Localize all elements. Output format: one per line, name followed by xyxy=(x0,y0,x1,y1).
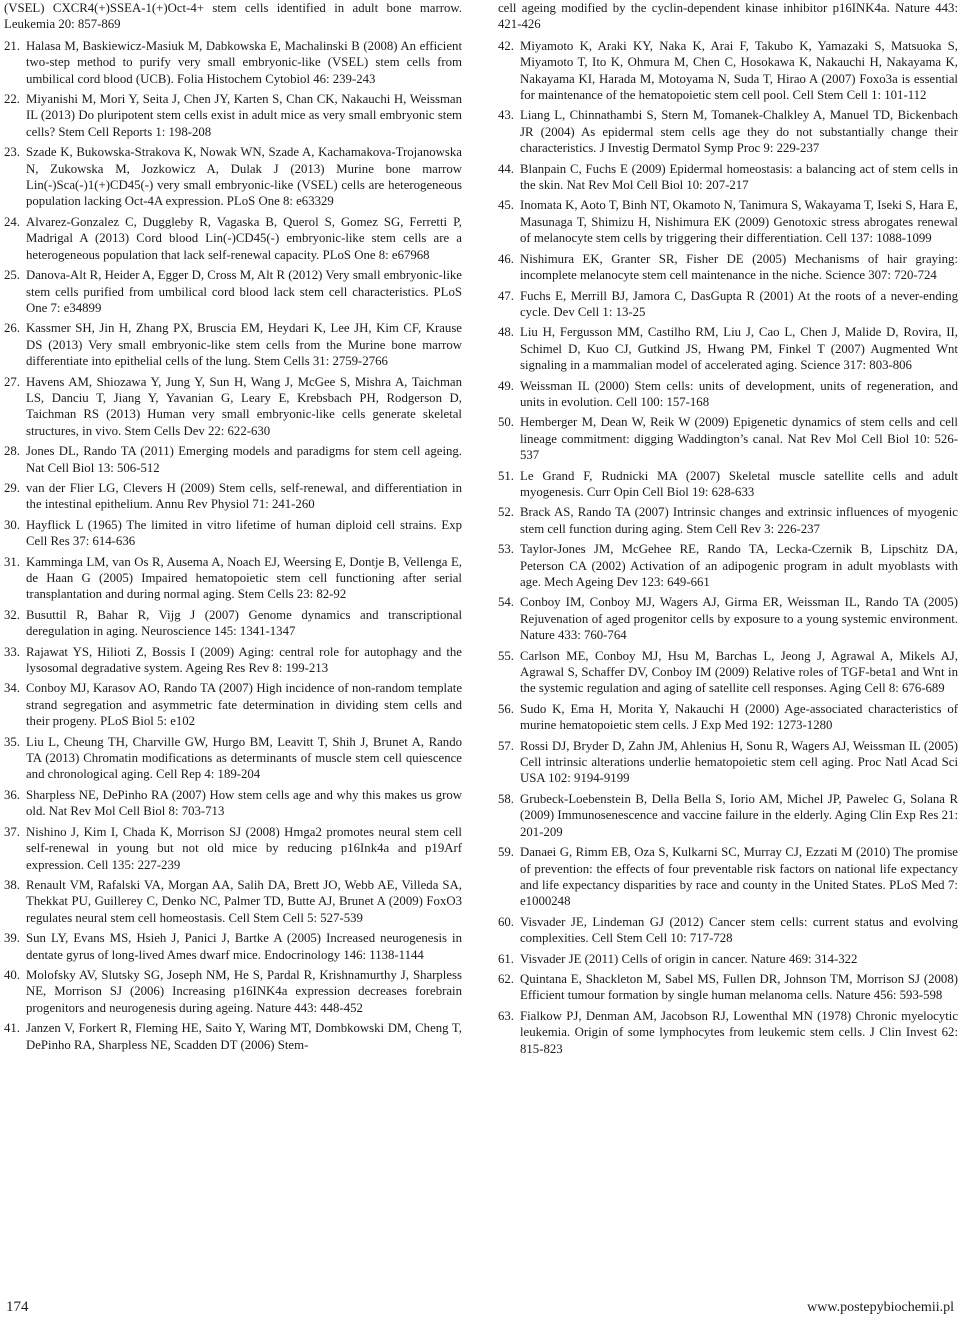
reference-text: Blanpain C, Fuchs E (2009) Epidermal homeostasis: a balancing act of stem cells in the skin. Nat Rev Mol Cell Biol 10: 207-217 xyxy=(520,161,958,193)
reference-text: Kamminga LM, van Os R, Ausema A, Noach EJ, Weersing E, Dontje B, Vellenga E, de Haan G (2005) Impaired hematopoietic stem cell functioning after serial transplantation and during normal aging. Stem Cells 23: 82-92 xyxy=(26,554,462,602)
reference-continuation xyxy=(498,0,958,33)
reference-text: Weissman IL (2000) Stem cells: units of development, units of regeneration, and units in evolution. Cell 100: 157-168 xyxy=(520,378,958,409)
reference-item xyxy=(498,701,958,734)
reference-text: Visvader JE, Lindeman GJ (2012) Cancer stem cells: current status and evolving complexities. Cell Stem Cell 10: 717-728 xyxy=(520,914,958,946)
reference-text: van der Flier LG, Clevers H (2009) Stem cells, self-renewal, and differentiation in the intestinal epithelium. Annu Rev Physiol 71: 241-260 xyxy=(26,480,462,512)
reference-continuation xyxy=(4,0,462,33)
reference-item xyxy=(4,214,462,263)
reference-text: Sharpless NE, DePinho RA (2007) How stem cells age and why this makes us grow old. Nat Rev Mol Cell Biol 8: 703-713 xyxy=(26,787,462,819)
reference-text: Miyamoto K, Araki KY, Naka K, Arai F, Takubo K, Yamazaki S, Matsuoka S, Miyamoto T, Ito K, Ohmura M, Chen C, Hosokawa K, Nakauchi H, Nakayama K, Nakayama KI, Harada M, Motoyama N, Suda T, Hirao A (2007) Foxo3a is essential for maintenance of the hematopoietic stem cell pool. Cell Stem Cell 1: 101-112 xyxy=(520,38,958,103)
references-right-column xyxy=(498,0,958,1061)
reference-text: Quintana E, Shackleton M, Sabel MS, Fullen DR, Johnson TM, Morrison SJ (2008) Efficient tumour formation by single human melanoma cells. Nature 456: 593-598 xyxy=(520,971,958,1003)
reference-number: 51. xyxy=(498,468,514,483)
reference-number: 39. xyxy=(4,931,20,946)
reference-item xyxy=(498,288,958,321)
reference-number: 61. xyxy=(498,951,514,966)
references-left-column xyxy=(4,0,462,1057)
reference-text: Havens AM, Shiozawa Y, Jung Y, Sun H, Wang J, McGee S, Mishra A, Taichman LS, Danciu T, Jiang Y, Yavanian G, Leary E, Krebsbach PH, Rodgerson D, Taichman RS (2013) Human very small embryonic-like cells generate skeletal structures, in vivo. Stem Cells Dev 22: 622-630 xyxy=(26,374,462,438)
reference-number: 36. xyxy=(4,787,20,802)
reference-number: 56. xyxy=(498,701,514,716)
reference-text: Conboy IM, Conboy MJ, Wagers AJ, Girma ER, Weissman IL, Rando TA (2005) Rejuvenation of aged progenitor cells by exposure to a young systemic environment. Nature 433: 760-764 xyxy=(520,595,958,643)
reference-number: 57. xyxy=(498,738,514,753)
reference-item xyxy=(498,504,958,537)
reference-text: Liu L, Cheung TH, Charville GW, Hurgo BM, Leavitt T, Shih J, Brunet A, Rando TA (2013) Chromatin modifications as determinants of muscle stem cell quiescence and chronological aging. Cell Rep 4: 189-204 xyxy=(26,734,462,782)
reference-item xyxy=(4,374,462,440)
reference-number: 47. xyxy=(498,288,514,303)
reference-item xyxy=(4,91,462,140)
reference-text: (VSEL) CXCR4(+)SSEA-1(+)Oct-4+ stem cells identified in adult bone marrow. Leukemia 20: 857-869 xyxy=(4,1,462,32)
reference-item xyxy=(4,877,462,926)
reference-text: Grubeck-Loebenstein B, Della Bella S, Iorio AM, Michel JP, Pawelec G, Solana R (2009) Immunosenescence and vaccine failure in the elderly. Aging Clin Exp Res 21: 201-209 xyxy=(520,791,958,839)
reference-item xyxy=(498,594,958,643)
reference-number: 54. xyxy=(498,595,514,610)
reference-text: Conboy MJ, Karasov AO, Rando TA (2007) High incidence of non-random template strand segregation and asymmetric fate determination in dividing stem cells and their progeny. PLoS Biol 5: e102 xyxy=(26,681,462,729)
reference-number: 27. xyxy=(4,374,20,389)
reference-item xyxy=(498,161,958,194)
reference-text: Nishino J, Kim I, Chada K, Morrison SJ (2008) Hmga2 promotes neural stem cell self-renewal in young but not old mice by reducing p16Ink4a and p19Arf expression. Cell 135: 227-239 xyxy=(26,824,462,872)
reference-item xyxy=(498,468,958,501)
reference-number: 24. xyxy=(4,214,20,229)
reference-number: 40. xyxy=(4,967,20,982)
reference-item xyxy=(498,197,958,246)
reference-item xyxy=(498,324,958,373)
reference-text: cell ageing modified by the cyclin-dependent kinase inhibitor p16INK4a. Nature 443: 421-426 xyxy=(498,1,958,32)
reference-item xyxy=(4,607,462,640)
reference-number: 29. xyxy=(4,480,20,495)
reference-text: Rajawat YS, Hilioti Z, Bossis I (2009) Aging: central role for autophagy and the lysosomal degradative system. Ageing Res Rev 8: 199-213 xyxy=(26,644,462,676)
reference-text: Kassmer SH, Jin H, Zhang PX, Bruscia EM, Heydari K, Lee JH, Kim CF, Krause DS (2013) Very small embryonic-like stem cells from the Murine bone marrow differentiate into epithelial cells of the lung. Stem Cells 31: 2759-2766 xyxy=(26,321,462,369)
reference-number: 48. xyxy=(498,325,514,340)
reference-text: Le Grand F, Rudnicki MA (2007) Skeletal muscle satellite cells and adult myogenesis. Curr Opin Cell Biol 19: 628-633 xyxy=(520,468,958,499)
reference-number: 35. xyxy=(4,734,20,749)
reference-item xyxy=(498,971,958,1004)
reference-item xyxy=(4,734,462,783)
reference-text: Sun LY, Evans MS, Hsieh J, Panici J, Bartke A (2005) Increased neurogenesis in dentate gyrus of long-lived Ames dwarf mice. Endocrinology 146: 1138-1144 xyxy=(26,931,462,962)
reference-text: Liang L, Chinnathambi S, Stern M, Tomanek-Chalkley A, Manuel TD, Bickenbach JR (2004) As epidermal stem cells age they do not substantially change their characteristics. J Investig Dermatol Symp Proc 9: 229-237 xyxy=(520,108,958,156)
reference-item xyxy=(498,541,958,590)
reference-number: 32. xyxy=(4,607,20,622)
reference-number: 30. xyxy=(4,517,20,532)
reference-item xyxy=(498,738,958,787)
page-number: 174 xyxy=(6,1299,29,1315)
reference-number: 26. xyxy=(4,321,20,336)
reference-item xyxy=(4,480,462,513)
reference-item xyxy=(498,791,958,840)
reference-text: Jones DL, Rando TA (2011) Emerging models and paradigms for stem cell ageing. Nat Cell Biol 13: 506-512 xyxy=(26,444,462,475)
reference-item xyxy=(498,914,958,947)
reference-item xyxy=(4,554,462,603)
reference-number: 34. xyxy=(4,681,20,696)
reference-number: 55. xyxy=(498,648,514,663)
reference-number: 45. xyxy=(498,198,514,213)
reference-text: Inomata K, Aoto T, Binh NT, Okamoto N, Tanimura S, Wakayama T, Iseki S, Hara E, Masunaga T, Shimizu H, Nishimura EK (2009) Genotoxic stress abrogates renewal of melanocyte stem cells by triggering their differentiation. Cell 137: 1088-1099 xyxy=(520,198,958,246)
reference-number: 49. xyxy=(498,378,514,393)
reference-item xyxy=(498,1008,958,1057)
reference-list xyxy=(498,38,958,1057)
reference-number: 62. xyxy=(498,971,514,986)
reference-item xyxy=(4,967,462,1016)
reference-number: 53. xyxy=(498,542,514,557)
reference-item xyxy=(498,414,958,463)
reference-number: 46. xyxy=(498,251,514,266)
reference-text: Liu H, Fergusson MM, Castilho RM, Liu J, Cao L, Chen J, Malide D, Rovira, II, Schimel D, Kuo CJ, Gutkind JS, Hwang PM, Finkel T (2007) Augmented Wnt signaling in a mammalian model of accelerated aging. Science 317: 803-806 xyxy=(520,325,958,373)
reference-text: Brack AS, Rando TA (2007) Intrinsic changes and extrinsic influences of myogenic stem cell function during aging. Stem Cell Rev 3: 226-237 xyxy=(520,505,958,536)
reference-text: Alvarez-Gonzalez C, Duggleby R, Vagaska B, Querol S, Gomez SG, Ferretti P, Madrigal A (2013) Cord blood Lin(-)CD45(-) embryonic-like stem cells are a heterogeneous population that lack self-renewal capacity. PLoS One 8: e67968 xyxy=(26,214,462,262)
reference-number: 28. xyxy=(4,444,20,459)
reference-number: 43. xyxy=(498,108,514,123)
reference-text: Molofsky AV, Slutsky SG, Joseph NM, He S, Pardal R, Krishnamurthy J, Sharpless NE, Morrison SJ (2006) Increasing p16INK4a expression decreases forebrain progenitors and neurogenesis during ageing. Nature 443: 448-452 xyxy=(26,967,462,1015)
reference-text: Fialkow PJ, Denman AM, Jacobson RJ, Lowenthal MN (1978) Chronic myelocytic leukemia. Origin of some lymphocytes from leukemic stem cells. J Clin Invest 62: 815-823 xyxy=(520,1008,958,1056)
reference-number: 22. xyxy=(4,92,20,107)
reference-text: Halasa M, Baskiewicz-Masiuk M, Dabkowska E, Machalinski B (2008) An efficient two-step method to purify very small embryonic-like (VSEL) stem cells from umbilical cord blood (UCB). Folia Histochem Cytobiol 46: 239-243 xyxy=(26,38,462,86)
reference-text: Danaei G, Rimm EB, Oza S, Kulkarni SC, Murray CJ, Ezzati M (2010) The promise of prevention: the effects of four preventable risk factors on national life expectancy and life expectancy disparities by race and county in the United States. PLoS Med 7: e1000248 xyxy=(520,845,958,909)
reference-number: 59. xyxy=(498,845,514,860)
reference-text: Sudo K, Ema H, Morita Y, Nakauchi H (2000) Age-associated characteristics of murine hematopoietic stem cells. J Exp Med 192: 1273-1280 xyxy=(520,701,958,733)
reference-item xyxy=(498,951,958,967)
reference-text: Hayflick L (1965) The limited in vitro lifetime of human diploid cell strains. Exp Cell Res 37: 614-636 xyxy=(26,517,462,549)
reference-number: 37. xyxy=(4,824,20,839)
reference-number: 21. xyxy=(4,38,20,53)
reference-number: 23. xyxy=(4,145,20,160)
reference-item xyxy=(4,644,462,677)
reference-number: 38. xyxy=(4,877,20,892)
reference-item xyxy=(4,517,462,550)
reference-item xyxy=(4,267,462,316)
reference-item xyxy=(4,824,462,873)
reference-item xyxy=(498,38,958,104)
reference-number: 31. xyxy=(4,554,20,569)
reference-list xyxy=(4,38,462,1053)
reference-text: Visvader JE (2011) Cells of origin in cancer. Nature 469: 314-322 xyxy=(520,951,858,966)
reference-number: 44. xyxy=(498,161,514,176)
reference-item xyxy=(4,320,462,369)
reference-text: Hemberger M, Dean W, Reik W (2009) Epigenetic dynamics of stem cells and cell lineage commitment: digging Waddington’s canal. Nat Rev Mol Cell Biol 10: 526-537 xyxy=(520,415,958,463)
reference-item xyxy=(4,787,462,820)
reference-number: 41. xyxy=(4,1021,20,1036)
reference-text: Danova-Alt R, Heider A, Egger D, Cross M, Alt R (2012) Very small embryonic-like stem cells purified from umbilical cord blood lack stem cell characteristics. PLoS One 7: e34899 xyxy=(26,268,462,315)
reference-item xyxy=(4,930,462,963)
reference-text: Fuchs E, Merrill BJ, Jamora C, DasGupta R (2001) At the roots of a never-ending cycle. Dev Cell 1: 13-25 xyxy=(520,288,958,319)
reference-item xyxy=(4,443,462,476)
reference-item xyxy=(4,144,462,210)
reference-text: Rossi DJ, Bryder D, Zahn JM, Ahlenius H, Sonu R, Wagers AJ, Weissman IL (2005) Cell intrinsic alterations underlie hematopoietic stem cell aging. Proc Natl Acad Sci USA 102: 9194-9199 xyxy=(520,738,958,786)
reference-text: Busuttil R, Bahar R, Vijg J (2007) Genome dynamics and transcriptional deregulation in aging. Neuroscience 145: 1341-1347 xyxy=(26,607,462,639)
reference-number: 25. xyxy=(4,268,20,283)
reference-number: 33. xyxy=(4,644,20,659)
website-link[interactable]: www.postepybiochemii.pl xyxy=(807,1300,954,1315)
reference-text: Renault VM, Rafalski VA, Morgan AA, Salih DA, Brett JO, Webb AE, Villeda SA, Thekkat PU, Guillerey C, Denko NC, Palmer TD, Butte AJ, Brunet A (2009) FoxO3 regulates neural stem cell homeostasis. Cell Stem Cell 5: 527-539 xyxy=(26,877,462,925)
reference-number: 42. xyxy=(498,38,514,53)
reference-text: Szade K, Bukowska-Strakova K, Nowak WN, Szade A, Kachamakova-Trojanowska N, Zukowska M, Jozkowicz A, Dulak J (2013) Murine bone marrow Lin(-)Sca(-)1(+)CD45(-) very small embryonic-like (VSEL) cells are heterogeneous population lacking Oct-4A expression. PLoS One 8: e63329 xyxy=(26,145,462,209)
reference-item xyxy=(498,107,958,156)
reference-item xyxy=(498,378,958,411)
reference-number: 58. xyxy=(498,791,514,806)
reference-text: Janzen V, Forkert R, Fleming HE, Saito Y, Waring MT, Dombkowski DM, Cheng T, DePinho RA, Sharpless NE, Scadden DT (2006) Stem- xyxy=(26,1021,462,1052)
reference-item xyxy=(4,1020,462,1053)
reference-number: 50. xyxy=(498,415,514,430)
reference-item xyxy=(498,251,958,284)
reference-number: 60. xyxy=(498,914,514,929)
reference-number: 63. xyxy=(498,1008,514,1023)
reference-item xyxy=(498,648,958,697)
reference-item xyxy=(4,680,462,729)
reference-item xyxy=(4,38,462,87)
reference-text: Nishimura EK, Granter SR, Fisher DE (2005) Mechanisms of hair graying: incomplete melanocyte stem cell maintenance in the niche. Science 307: 720-724 xyxy=(520,251,958,283)
reference-text: Carlson ME, Conboy MJ, Hsu M, Barchas L, Jeong J, Agrawal A, Mikels AJ, Agrawal S, Schaffer DV, Conboy IM (2009) Relative roles of TGF-beta1 and Wnt in the systemic regulation and aging of satellite cell responses. Aging Cell 8: 676-689 xyxy=(520,648,958,696)
reference-number: 52. xyxy=(498,505,514,520)
reference-text: Miyanishi M, Mori Y, Seita J, Chen JY, Karten S, Chan CK, Nakauchi H, Weissman IL (2013) Do pluripotent stem cells exist in adult mice as very small embryonic stem cells? Stem Cell Reports 1: 198-208 xyxy=(26,92,462,139)
reference-text: Taylor-Jones JM, McGehee RE, Rando TA, Lecka-Czernik B, Lipschitz DA, Peterson CA (2002) Activation of an adipogenic program in adult myoblasts with age. Mech Ageing Dev 123: 649-661 xyxy=(520,542,958,589)
reference-item xyxy=(498,844,958,910)
